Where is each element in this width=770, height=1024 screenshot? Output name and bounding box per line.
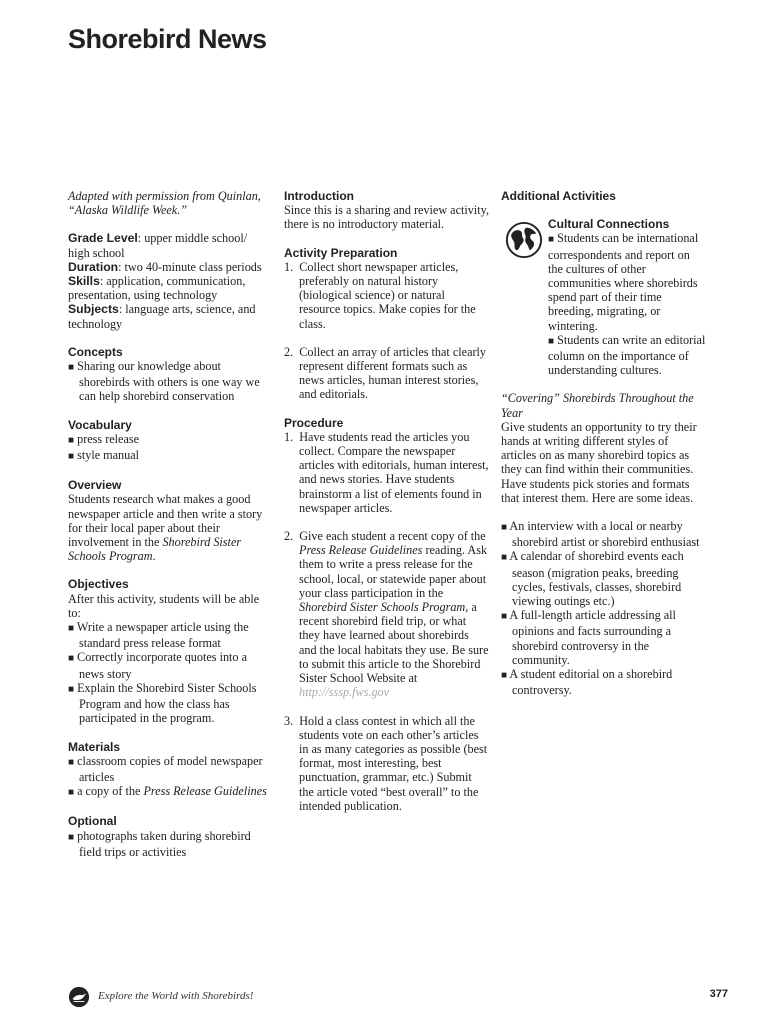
duration (68, 260, 268, 274)
website-link[interactable]: http://sssp.fws.gov (299, 685, 390, 700)
covering-text: Give students an opportunity to try their hands at writing different styles of articles on as many shorebird topics as they can find within their communities. Have students pick stories and formats that interest them. Here are some ideas. (501, 419, 697, 505)
page-title: Shorebird News (68, 24, 267, 54)
list-item: ■ press release (68, 431, 140, 446)
skills-label: Skills (68, 274, 100, 289)
list-item: ■ Correctly incorporate quotes into a news story (68, 650, 247, 681)
column-middle (284, 189, 489, 813)
list-item: ■ Students can write an editorial column on the importance of understanding cultures. (548, 332, 706, 378)
materials-heading: Materials (68, 739, 121, 754)
list-item: ■ A calendar of shorebird events each season (migration peaks, breeding cycles, festivals, classes, shorebird viewing outings etc.) (501, 549, 684, 609)
list-item: ■ An interview with a local or nearby shorebird artist or shorebird enthusiast (501, 519, 700, 550)
list-item: ■ Write a newspaper article using the standard press release format (68, 620, 249, 651)
column-left (68, 189, 268, 859)
objectives-intro: After this activity, students will be able to: (68, 591, 260, 620)
list-item: ■ Sharing our knowledge about shorebirds with others is one way we can help shorebird conservation (68, 359, 260, 404)
page-number: 377 (709, 988, 728, 1000)
procedure-heading: Procedure (284, 415, 344, 430)
vocabulary-heading: Vocabulary (68, 417, 132, 432)
activity-preparation-heading: Activity Preparation (284, 245, 398, 260)
list-item: ■ Explain the Shorebird Sister Schools Program and how the class has participated in the program. (68, 680, 257, 726)
cultural-connections (501, 217, 706, 377)
optional-heading: Optional (68, 814, 117, 829)
footer-text: Explore the World with Shorebirds! (98, 990, 254, 1002)
globe-icon (505, 221, 543, 259)
covering-title: “Covering” Shorebirds Throughout the Year (501, 391, 694, 420)
grade-level-value: : upper middle school/ high school (68, 231, 248, 260)
skills (68, 274, 268, 302)
duration-value: : two 40-minute class periods (118, 259, 262, 274)
subjects-label: Subjects (68, 302, 119, 317)
additional-activities-heading: Additional Activities (501, 189, 616, 203)
procedure-step-3: 3. Hold a class contest in which all the students vote on each other’s articles in as many categories as possible (best format, most interesting, best punctuation, grammar, etc.) Submit the article voted “best overall” to the intended publication. (284, 713, 488, 813)
concepts-heading: Concepts (68, 344, 123, 359)
cultural-connections-heading: Cultural Connections (548, 217, 670, 232)
list-item: ■ Students can be international correspondents and report on the cultures of other communities where shorebirds spend part of their time breeding, migrating, or wintering. (548, 231, 699, 333)
column-right (501, 189, 706, 698)
list-item: ■ A student editorial on a shorebird controversy. (501, 667, 673, 698)
shorebird-logo-icon (68, 986, 90, 1008)
prep-step-2: 2. Collect an array of articles that clearly represent different formats such as news articles, human interest stories, and editorials. (284, 344, 487, 402)
skills-value: : application, communication, presentation, using technology (68, 274, 246, 303)
grade-level-label: Grade Level (68, 231, 138, 246)
procedure-step-2: 2. Give each student a recent copy of the Press Release Guidelines reading. Ask them to write a press release for the school, local, or statewide paper about your class participation in the Shorebird Sister Schools Program, a recent shorebird field trip, or what they have learned about shorebirds and the local habitats they use. Be sure to submit this article to the Shorebird Sister School Website at http://sssp.fws.gov (284, 529, 489, 700)
prep-step-1: 1. Collect short newspaper articles, preferably on natural history (biological science) or natural resource topics. Make copies for the class. (284, 259, 476, 331)
subjects (68, 302, 268, 330)
introduction-heading: Introduction (284, 189, 354, 203)
list-item: ■ photographs taken during shorebird field trips or activities (68, 828, 251, 859)
list-item: ■ a copy of the Press Release Guidelines (68, 784, 267, 799)
subjects-value: : language arts, science, and technology (68, 302, 256, 331)
grade-level (68, 231, 268, 259)
introduction-text: Since this is a sharing and review activity, there is no introductory material. (284, 203, 489, 232)
footer (68, 984, 728, 1010)
duration-label: Duration (68, 259, 119, 274)
overview-heading: Overview (68, 478, 122, 493)
adapted-note: Adapted with permission from Quinlan, “Alaska Wildlife Week.” (68, 189, 261, 218)
list-item: ■ classroom copies of model newspaper articles (68, 753, 263, 784)
list-item: ■ A full-length article addressing all opinions and facts surrounding a shorebird controversy in the community. (501, 608, 676, 667)
overview-text: Students research what makes a good newspaper article and then write a story for their local paper about their involvement in the Shorebird Sister Schools Program. (68, 492, 263, 564)
list-item: ■ style manual (68, 448, 140, 463)
objectives-heading: Objectives (68, 577, 129, 592)
procedure-step-1: 1. Have students read the articles you collect. Compare the newspaper articles with editorials, human interest, and news stories. Have students brainstorm a list of elements found in newspaper articles. (284, 429, 489, 515)
